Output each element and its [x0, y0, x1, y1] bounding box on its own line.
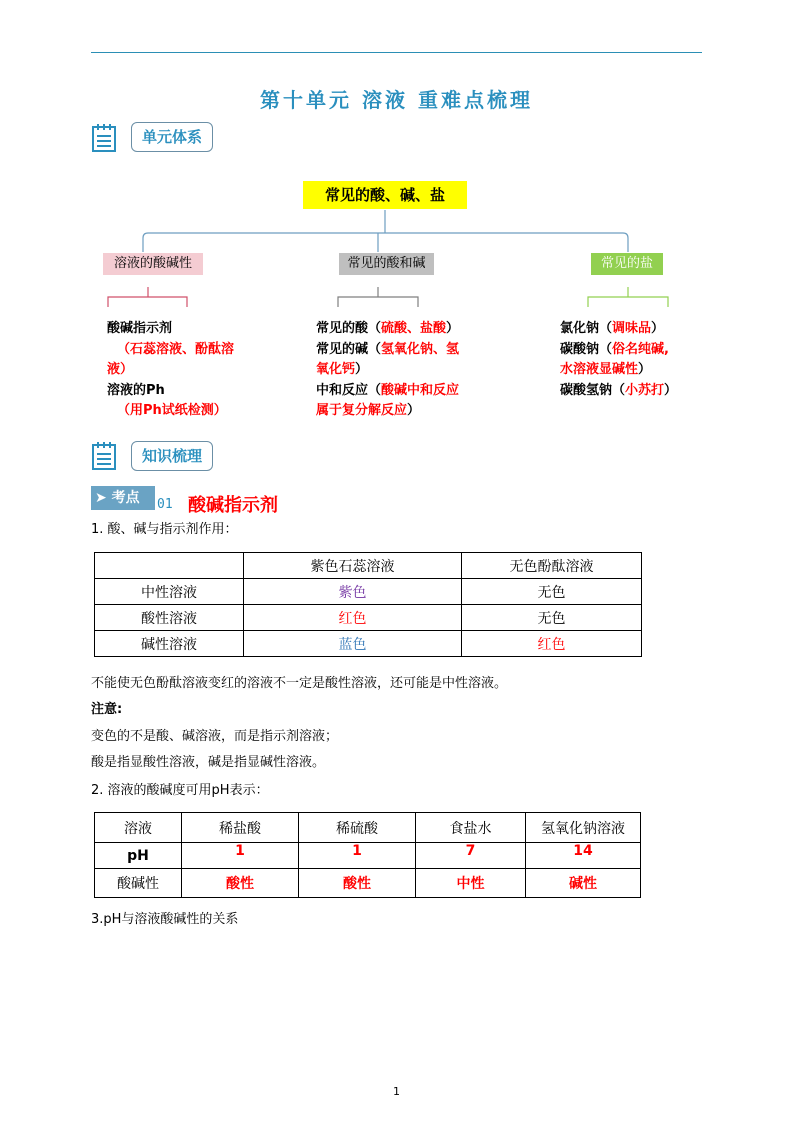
mindmap-text: 常见的酸（ — [316, 321, 382, 336]
section-heading-system: 单元体系 — [131, 122, 213, 152]
table-cell — [95, 553, 244, 579]
table-cell: 碱性溶液 — [95, 631, 244, 657]
table-cell: 稀盐酸 — [182, 813, 299, 843]
table-row — [95, 813, 641, 843]
kaodian-title: 酸碱指示剂 — [188, 495, 278, 516]
mindmap-text: 碳酸钠（ — [560, 341, 613, 357]
mindmap-text: 常见的碱（ — [316, 341, 382, 357]
mindmap-text: 硫酸、盐酸 — [381, 321, 447, 336]
paragraph: 1. 酸、碱与指示剂作用： — [91, 522, 238, 537]
mindmap-text: 小苏打 — [625, 382, 665, 398]
kaodian-badge: ➤ 考点 — [91, 486, 155, 510]
table-cell: 酸性 — [182, 869, 299, 898]
table-row — [95, 553, 642, 579]
table-cell: 1 — [182, 843, 299, 869]
branch-solution-acidity: 溶液的酸碱性 — [103, 253, 203, 275]
mindmap-text: 调味品 — [612, 321, 652, 336]
mindmap-text: （石蕊溶液、酚酞溶 — [117, 341, 235, 357]
table-cell: 食盐水 — [416, 813, 526, 843]
mindmap-text: ） — [446, 321, 460, 336]
mindmap-col-acidity — [107, 319, 257, 422]
table-row — [95, 843, 641, 869]
table-row — [95, 579, 642, 605]
table-cell: 稀硫酸 — [299, 813, 416, 843]
mindmap-col-acids-bases — [316, 319, 496, 422]
table-cell: 7 — [416, 843, 526, 869]
notebook-icon — [91, 441, 119, 471]
paragraph: 不能使无色酚酞溶液变红的溶液不一定是酸性溶液，还可能是中性溶液。 — [91, 676, 508, 691]
mindmap-text: 氢氧化钠、氢 — [381, 341, 460, 357]
branch-acids-bases: 常见的酸和碱 — [339, 253, 434, 275]
indicator-table — [94, 552, 642, 657]
table-row — [95, 869, 641, 898]
paragraph: 酸是指显酸性溶液，碱是指显碱性溶液。 — [91, 755, 326, 770]
table-cell: 红色 — [244, 605, 462, 631]
mindmap-text: 液） — [107, 362, 134, 377]
mindmap-text: （用Ph试纸检测） — [117, 403, 227, 418]
table-cell: 中性溶液 — [95, 579, 244, 605]
ph-table — [94, 812, 641, 898]
mindmap-text: 碳酸氢钠（ — [560, 382, 626, 398]
page-number: 1 — [393, 1085, 400, 1098]
mindmap-text: 属于复分解反应 — [316, 403, 408, 418]
mindmap-text: 氧化钙 — [316, 362, 356, 377]
table-cell: 紫色 — [244, 579, 462, 605]
mindmap-text: 氯化钠（ — [560, 321, 613, 336]
table-cell: 14 — [526, 843, 641, 869]
branch-salts: 常见的盐 — [591, 253, 663, 275]
table-cell: 无色 — [462, 605, 642, 631]
table-cell: 酸性溶液 — [95, 605, 244, 631]
mindmap-text: 中和反应（ — [316, 382, 382, 398]
mindmap-col-salts — [560, 319, 720, 401]
table-cell: 无色 — [462, 579, 642, 605]
table-cell: 紫色石蕊溶液 — [244, 553, 462, 579]
mindmap-root: 常见的酸、碱、盐 — [303, 181, 467, 209]
table-cell: 红色 — [462, 631, 642, 657]
mindmap-text: 酸碱中和反应 — [381, 382, 460, 398]
mindmap-text: ） — [638, 362, 652, 377]
table-row — [95, 605, 642, 631]
mindmap-text: 酸碱指示剂 — [107, 321, 173, 336]
table-cell: 1 — [299, 843, 416, 869]
table-cell: pH — [95, 843, 182, 869]
mindmap-text: ） — [664, 382, 678, 398]
table-cell: 蓝色 — [244, 631, 462, 657]
table-cell: 酸碱性 — [95, 869, 182, 898]
mindmap-text: 溶液的Ph — [107, 382, 165, 398]
kaodian-number: 01 — [157, 497, 173, 512]
table-cell: 碱性 — [526, 869, 641, 898]
mindmap-text: ） — [407, 403, 421, 418]
mindmap-text: ） — [355, 362, 369, 377]
paragraph: 变色的不是酸、碱溶液，而是指示剂溶液； — [91, 729, 339, 744]
paragraph: 3.pH与溶液酸碱性的关系 — [91, 912, 239, 927]
mindmap-text: 水溶液显碱性 — [560, 362, 639, 377]
table-cell: 酸性 — [299, 869, 416, 898]
table-cell: 氢氧化钠溶液 — [526, 813, 641, 843]
mindmap-text: ） — [651, 321, 665, 336]
page-title: 第十单元 溶液 重难点梳理 — [260, 88, 533, 112]
table-cell: 无色酚酞溶液 — [462, 553, 642, 579]
table-cell: 中性 — [416, 869, 526, 898]
paragraph: 2. 溶液的酸碱度可用pH表示： — [91, 783, 269, 798]
mindmap-text: 俗名纯碱, — [612, 341, 669, 357]
table-row — [95, 631, 642, 657]
section-heading-knowledge: 知识梳理 — [131, 441, 213, 471]
note-label: 注意: — [91, 702, 123, 717]
table-cell: 溶液 — [95, 813, 182, 843]
